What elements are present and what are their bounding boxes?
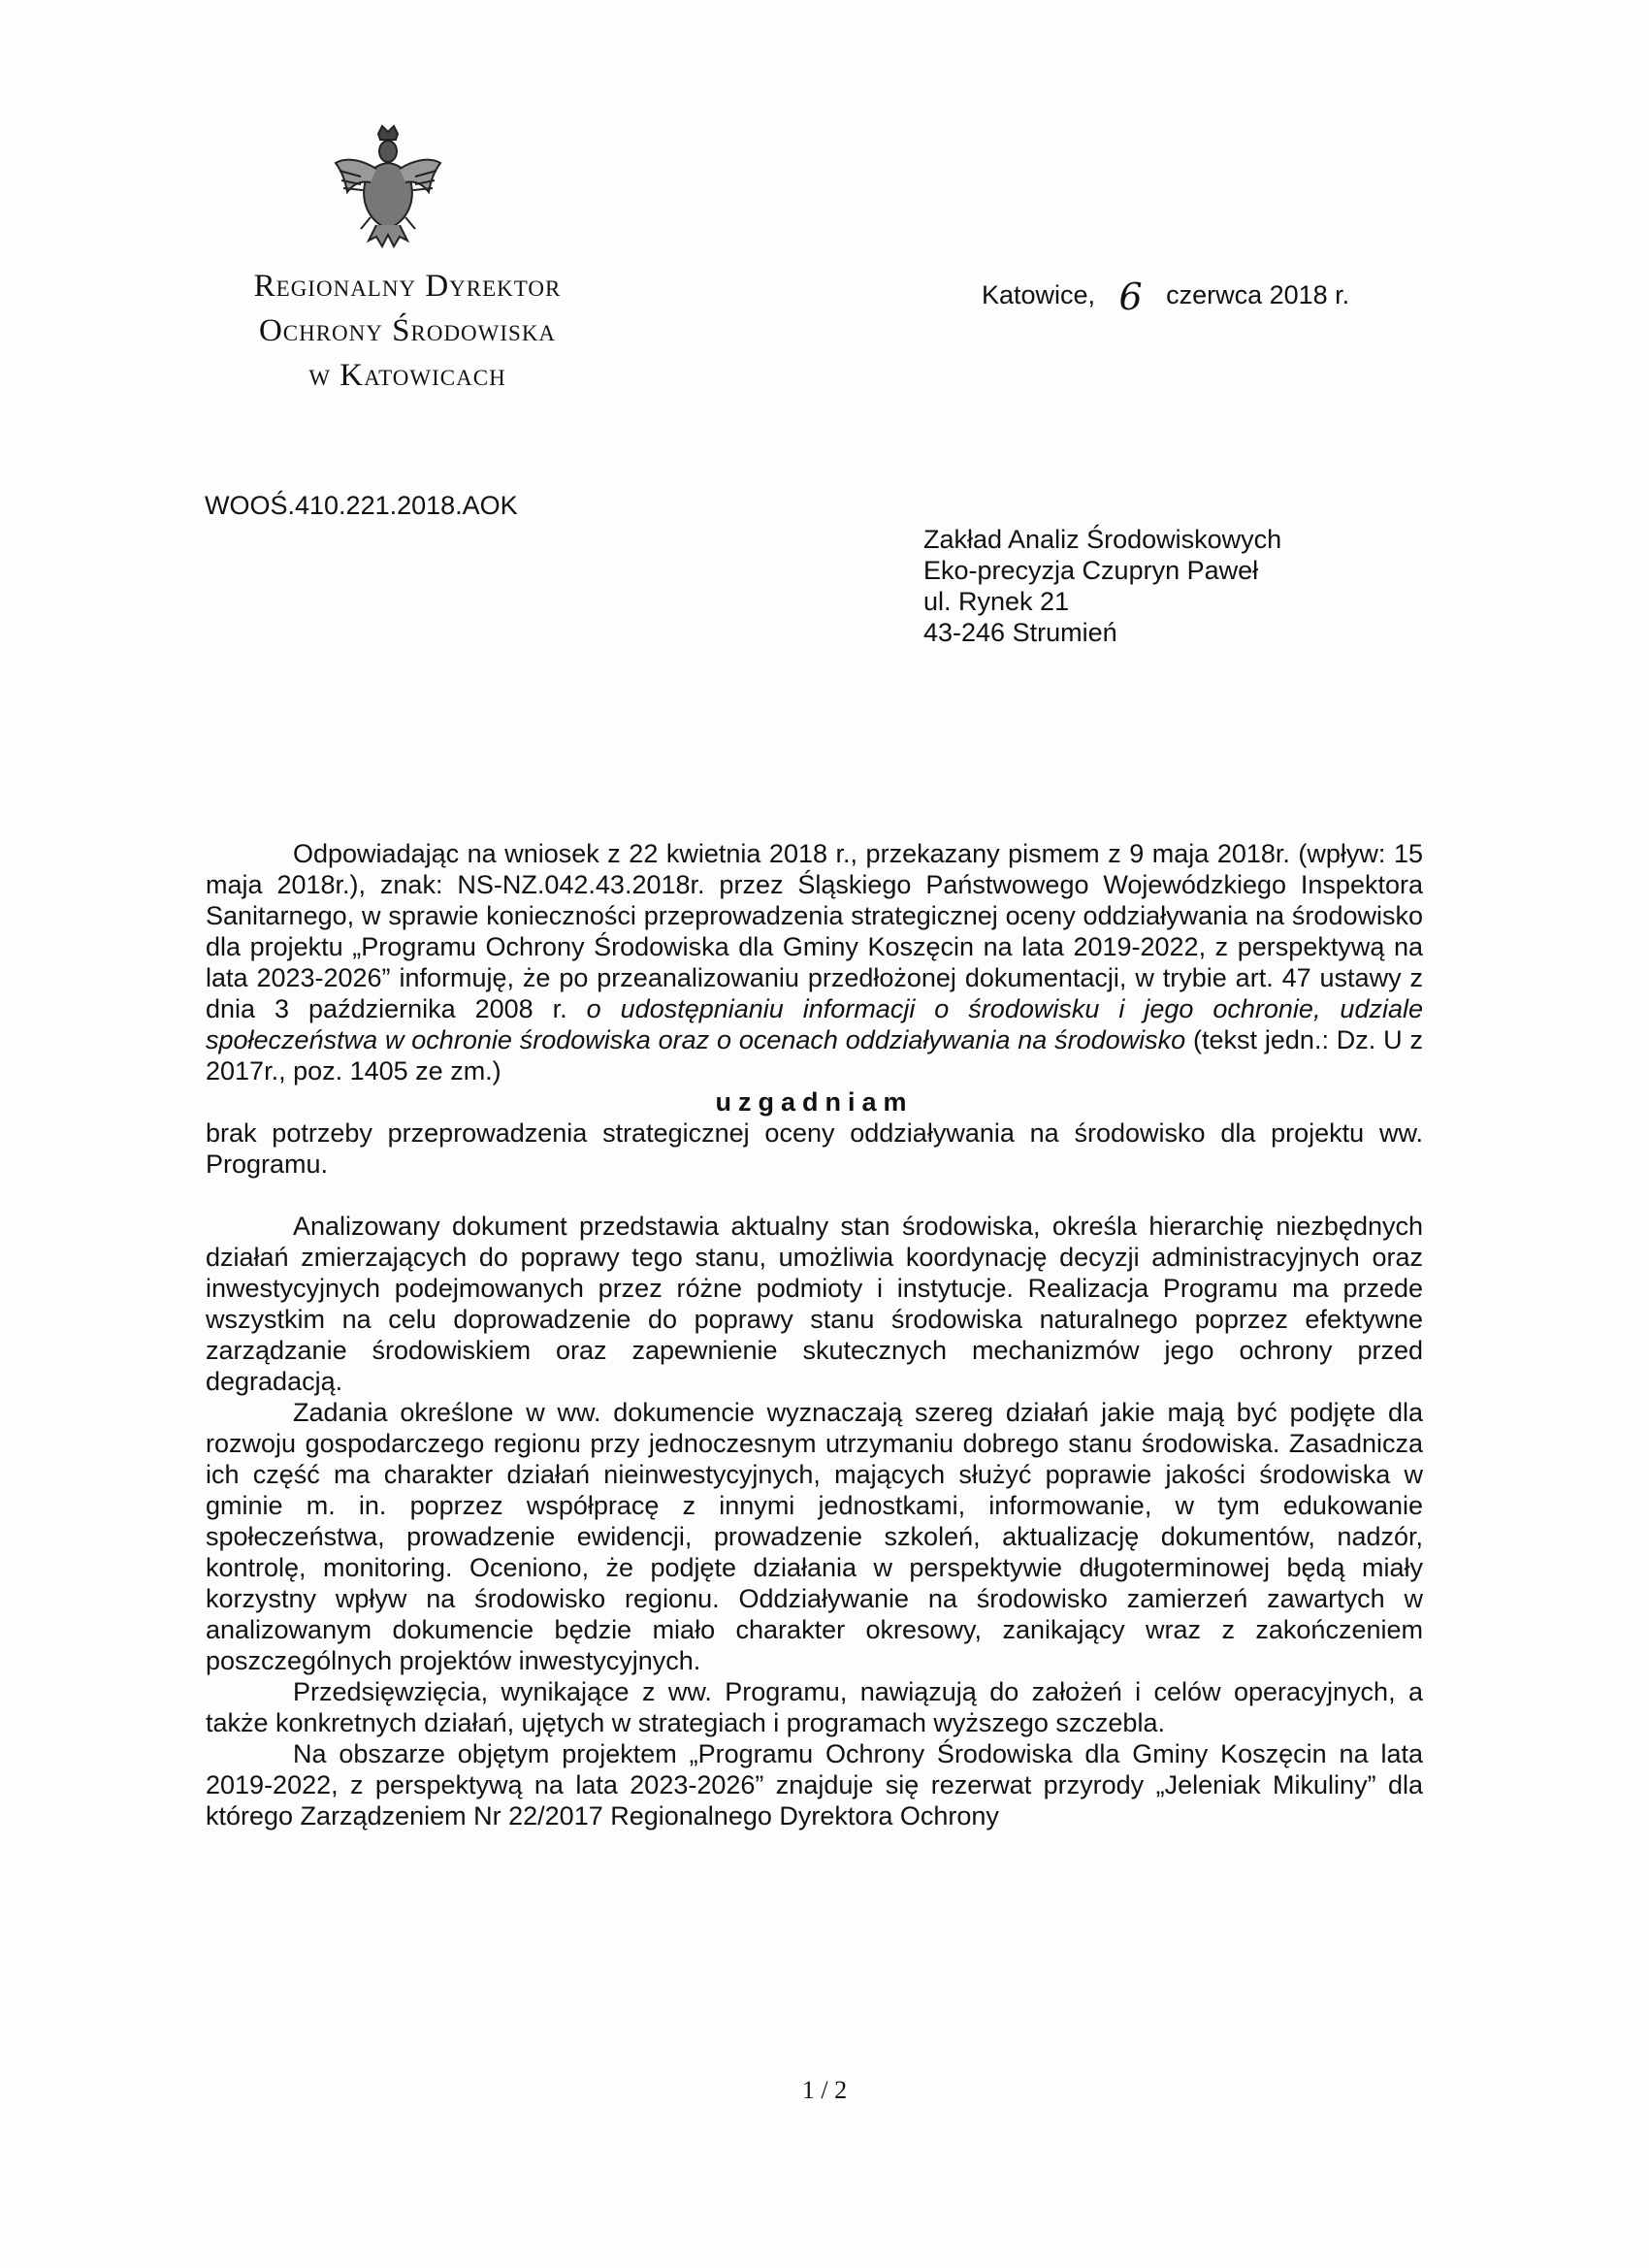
decision-word: uzgadniam: [715, 1087, 914, 1117]
paragraph-request-citation: (tekst jedn.: Dz. U z 2017r., poz. 1405 ze zm.): [206, 1025, 1423, 1085]
paragraph-request: [206, 838, 1423, 1086]
issuer-name: [165, 264, 650, 398]
recipient-line-3: ul. Rynek 21: [923, 587, 1070, 616]
date-month-year: czerwca 2018 r.: [1166, 280, 1350, 309]
reference-number: WOOŚ.410.221.2018.AOK: [205, 491, 518, 520]
page-number: 1 / 2: [801, 2076, 848, 2104]
issuer-line-3: w Katowicach: [308, 358, 506, 393]
paragraph-decision: brak potrzeby przeprowadzenia strategicznej oceny oddziaływania na środowisko dla projektu ww. Programu.: [206, 1118, 1423, 1179]
polish-eagle-emblem-icon: [332, 124, 444, 252]
act-title: o udostępnianiu informacji o środowisku i jego ochronie, udziale społeczeństwa w ochronie środowiska oraz o ocenach oddziaływania na środowisko: [206, 994, 1423, 1054]
recipient-line-4: 43-246 Strumień: [923, 618, 1117, 647]
paragraph-analysis: Analizowany dokument przedstawia aktualny stan środowiska, określa hierarchię niezbędnych działań zmierzających do poprawy tego stanu, umożliwia koordynację decyzji administracyjnych oraz inwestycyjnych podejmowanych przez różne podmioty i instytucje. Realizacja Programu ma przede wszystkim na celu doprowadzenie do poprawy stanu środowiska naturalnego poprzez efektywne zarządzanie środowiskiem oraz zapewnienie skutecznych mechanizmów jego ochrony przed degradacją.: [206, 1212, 1423, 1396]
date-day-handwritten: 6: [1118, 275, 1143, 318]
issuer-line-1: Regionalny Dyrektor: [253, 269, 562, 304]
paragraph-tasks: Zadania określone w ww. dokumencie wyznaczają szereg działań jakie mają być podjęte dla rozwoju gospodarczego regionu przy jednoczesnym utrzymaniu dobrego stanu środowiska. Zasadnicza ich część ma charakter działań nieinwestycyjnych, mających służyć poprawie jakości środowiska w gminie m. in. poprzez współpracę z innymi jednostkami, informowanie, w tym edukowanie społeczeństwa, prowadzenie ewidencji, prowadzenie szkoleń, aktualizację dokumentów, nadzór, kontrolę, monitoring. Oceniono, że podjęte działania w perspektywie długoterminowej będą miały korzystny wpływ na środowisko regionu. Oddziaływanie na środowisko zamierzeń zawartych w analizowanym dokumencie będzie miało charakter okresowy, zanikający wraz z zakończeniem poszczególnych projektów inwestycyjnych.: [206, 1398, 1423, 1675]
recipient-line-1: Zakład Analiz Środowiskowych: [923, 525, 1282, 554]
issuer-line-2: Ochrony Środowiska: [258, 313, 557, 348]
date-city: Katowice,: [982, 280, 1096, 309]
date-line: [982, 270, 1350, 318]
paragraph-reserve: Na obszarze objętym projektem „Programu Ochrony Środowiska dla Gminy Koszęcin na lata 2019-2022, z perspektywą na lata 2023-2026” znajduje się rezerwat przyrody „Jeleniak Mikuliny” dla którego Zarządzeniem Nr 22/2017 Regionalnego Dyrektora Ochrony: [206, 1739, 1423, 1831]
paragraph-request-text: Odpowiadając na wniosek z 22 kwietnia 2018 r., przekazany pismem z 9 maja 2018r. (wpływ: 15 maja 2018r.), znak: NS-NZ.042.43.2018r. przez Śląskiego Państwowego Wojewódzkiego Inspektora Sanitarnego, w sprawie konieczności przeprowadzenia strategicznej oceny oddziaływania na środowisko dla projektu „Programu Ochrony Środowiska dla Gminy Koszęcin na lata 2019-2022, z perspektywą na lata 2023-2026” informuję, że po przeanalizowaniu przedłożonej dokumentacji, w trybie art. 47 ustawy z dnia 3 października 2008 r.: [206, 839, 1423, 1023]
paragraph-projects: Przedsięwzięcia, wynikające z ww. Programu, nawiązują do założeń i celów operacyjnych, a także konkretnych działań, ujętych w strategiach i programach wyższego szczebla.: [206, 1677, 1423, 1737]
letter-body: [206, 838, 1423, 1831]
recipient-address: [923, 524, 1281, 648]
recipient-line-2: Eko-precyzja Czupryn Paweł: [923, 556, 1259, 585]
